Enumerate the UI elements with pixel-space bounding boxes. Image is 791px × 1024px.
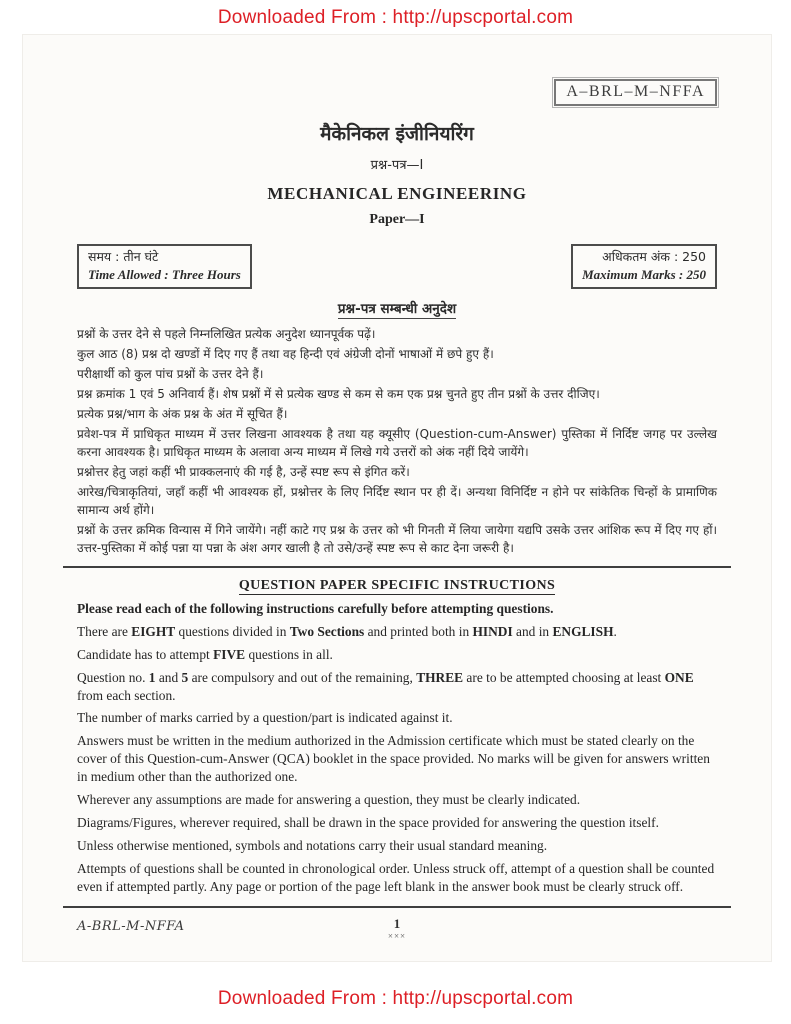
scanned-exam-page — [22, 34, 772, 962]
english-instruction: Wherever any assumptions are made for answering a question, they must be clearly indicated. — [77, 792, 581, 808]
paper-number-hindi: प्रश्न-पत्र—I — [370, 158, 424, 173]
english-instruction: Attempts of questions shall be counted in chronological order. Unless struck off, attempt of a question shall be counted even if attempted partly. Any page or portion of the page left blank in the answer book must be clearly struck off. — [77, 861, 715, 895]
english-instructions-list — [77, 600, 717, 896]
english-instruction: Please read each of the following instructions carefully before attempting questions. — [77, 600, 554, 616]
hindi-instruction: परीक्षार्थी को कुल पांच प्रश्नों के उत्तर देने हैं। — [77, 366, 264, 381]
hindi-instructions-list — [77, 325, 717, 557]
maximum-marks-hindi: अधिकतम अंक : 250 — [602, 249, 706, 264]
english-instruction: Answers must be written in the medium authorized in the Admission certificate which must be stated clearly on the cover of this Question-cum-Answer (QCA) booklet in the space provided. No marks will be given for answers written in medium other than the authorized one. — [77, 733, 710, 785]
hindi-instruction: प्रत्येक प्रश्न/भाग के अंक प्रश्न के अंत में सूचित हैं। — [77, 406, 288, 421]
paper-number-english: Paper—I — [369, 212, 425, 227]
hindi-instruction: प्रश्नोत्तर हेतु जहां कहीं भी प्राक्कलनाएं की गई है, उन्हें स्पष्ट रूप से इंगित करें। — [77, 464, 410, 479]
time-marks-row — [77, 244, 717, 289]
hindi-instruction: कुल आठ (8) प्रश्न दो खण्डों में दिए गए हैं तथा वह हिन्दी एवं अंग्रेजी दोनों भाषाओं में छपे हुए हैं। — [77, 346, 494, 361]
footer-page-block — [77, 917, 717, 941]
time-allowed-english: Time Allowed : Three Hours — [88, 266, 241, 282]
english-instruction: Unless otherwise mentioned, symbols and notations carry their usual standard meaning. — [77, 838, 548, 854]
english-instruction: Question no. 1 and 5 are compulsory and out of the remaining, THREE are to be attempted choosing at least ONE from each section. — [77, 669, 694, 703]
maximum-marks-box — [571, 244, 717, 289]
time-allowed-hindi: समय : तीन घंटे — [88, 249, 159, 264]
download-banner-bottom: Downloaded From : http://upscportal.com — [217, 988, 574, 1009]
paper-code-row — [77, 35, 717, 106]
paper-code-box: A–BRL–M–NFFA — [554, 79, 717, 106]
hindi-instruction: आरेख/चित्राकृतियां, जहाँ कहीं भी आवश्यक हों, प्रश्नोत्तर के लिए निर्दिष्ट स्थान पर ही दें। अन्यथा विनिर्दिष्ट न होने पर सांकेतिक चिन्हों के प्रामाणिक सामान्य अर्थ होंगे। — [77, 484, 717, 517]
paper-headings — [77, 120, 717, 228]
footer-paper-code: A-BRL-M-NFFA — [77, 919, 185, 935]
hindi-instruction: प्रश्नों के उत्तर देने से पहले निम्नलिखित प्रत्येक अनुदेश ध्यानपूर्वक पढ़ें। — [77, 326, 376, 341]
footer-divider-rule — [63, 906, 731, 908]
hindi-instructions-title — [77, 299, 717, 317]
section-divider-rule — [63, 566, 731, 568]
english-instructions-title — [77, 578, 717, 594]
english-instruction: There are EIGHT questions divided in Two Sections and printed both in HINDI and in ENGLISH. — [77, 623, 617, 639]
page-end-mark: ××× — [387, 931, 407, 942]
hindi-instruction: प्रवेश-पत्र में प्राधिकृत माध्यम में उत्तर लिखना आवश्यक है तथा यह क्यूसीए (Question-cum-Answer) पुस्तिका में निर्दिष्ट जगह पर उल्लेख करना आवश्यक है। प्राधिकृत माध्यम के अलावा अन्य माध्यम में लिखे गये उत्तरों को अंक नहीं दिये जायेंगे। — [77, 426, 717, 459]
hindi-instructions-title-text: प्रश्न-पत्र सम्बन्धी अनुदेश — [337, 300, 457, 317]
page-number: 1 — [393, 916, 401, 932]
title-english: MECHANICAL ENGINEERING — [267, 184, 527, 203]
time-allowed-box — [77, 244, 252, 289]
english-instruction: Candidate has to attempt FIVE questions in all. — [77, 646, 333, 662]
page-footer — [77, 917, 717, 951]
english-instruction: The number of marks carried by a question/part is indicated against it. — [77, 710, 453, 726]
maximum-marks-english: Maximum Marks : 250 — [582, 266, 706, 282]
english-instruction: Diagrams/Figures, wherever required, shall be drawn in the space provided for answering the question itself. — [77, 815, 659, 831]
hindi-instruction: प्रश्न क्रमांक 1 एवं 5 अनिवार्य हैं। शेष प्रश्नों में से प्रत्येक खण्ड से कम से कम एक प्रश्न चुनते हुए तीन प्रश्नों के उत्तर दीजिए। — [77, 386, 600, 401]
hindi-instruction: प्रश्नों के उत्तर क्रमिक विन्यास में गिने जायेंगे। नहीं काटे गए प्रश्न के उत्तर को भी गिनती में लिया जायेगा यद्यपि उसके उत्तर आंशिक रूप में दिए गए हों। उत्तर-पुस्तिका में कोई पन्ना या पन्ना के अंश अगर खाली है तो उसे/उन्हें स्पष्ट रूप से काट देना जरूरी है। — [77, 522, 717, 555]
english-instructions-title-text: QUESTION PAPER SPECIFIC INSTRUCTIONS — [238, 577, 556, 593]
title-hindi: मैकेनिकल इंजीनियरिंग — [320, 123, 474, 145]
download-banner-top: Downloaded From : http://upscportal.com — [217, 7, 574, 28]
